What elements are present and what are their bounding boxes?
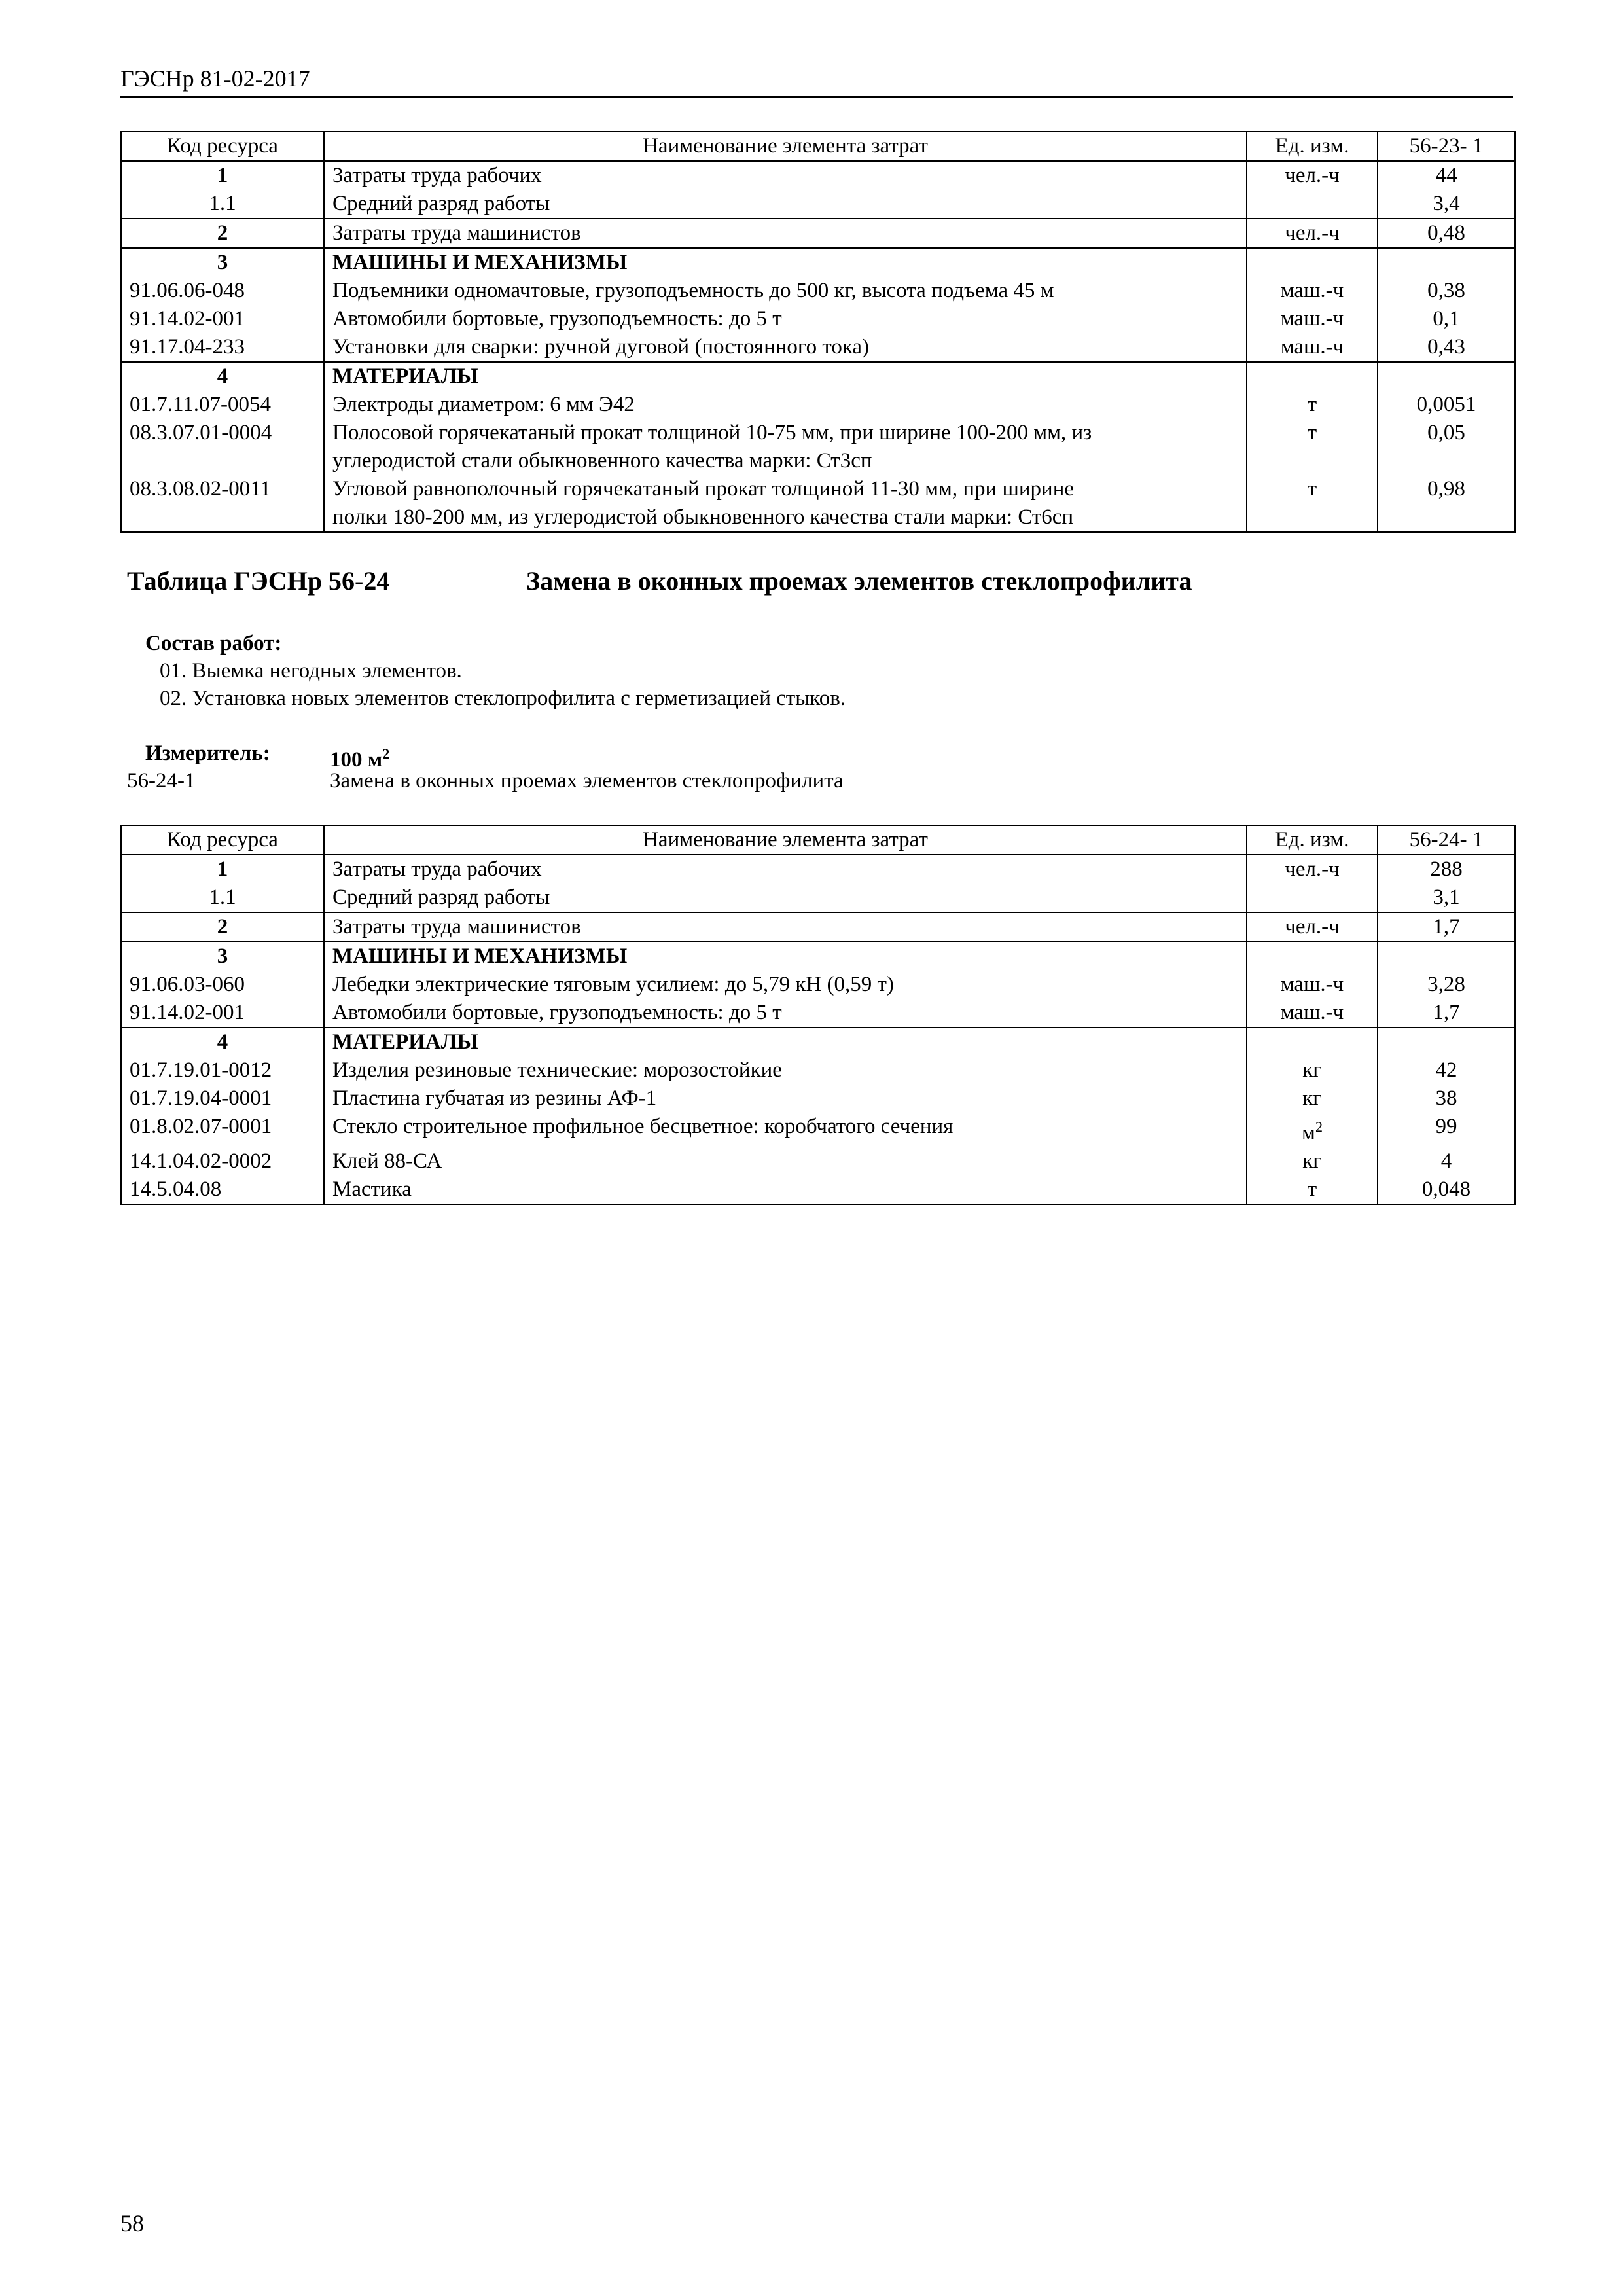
resource-unit: т [1247, 391, 1378, 419]
resource-unit [1247, 248, 1378, 277]
table-row [121, 1147, 1515, 1175]
table-row [121, 971, 1515, 999]
table-row [121, 999, 1515, 1028]
table-row [121, 305, 1515, 333]
resource-value: 0,05 [1378, 419, 1515, 447]
table-row [121, 333, 1515, 362]
resource-code: 1 [121, 161, 324, 190]
table-row [121, 161, 1515, 190]
resource-unit: кг [1247, 1147, 1378, 1175]
resource-value: 3,4 [1378, 190, 1515, 219]
resource-name: Клей 88-СА [324, 1147, 1247, 1175]
resource-code: 01.7.19.04-0001 [121, 1085, 324, 1113]
column-header-code: Код ресурса [121, 132, 324, 161]
resource-unit: маш.-ч [1247, 999, 1378, 1028]
table-row [121, 1085, 1515, 1113]
resource-value: 4 [1378, 1147, 1515, 1175]
column-header-norm: 56-24- 1 [1378, 825, 1515, 855]
column-header-norm: 56-23- 1 [1378, 132, 1515, 161]
resource-unit: кг [1247, 1085, 1378, 1113]
resource-value: 3,28 [1378, 971, 1515, 999]
resource-code: 91.14.02-001 [121, 999, 324, 1028]
resource-name: Полосовой горячекатаный прокат толщиной 10-75 мм, при ширине 100-200 мм, из [324, 419, 1247, 447]
page-header [120, 63, 1513, 98]
resource-unit [1247, 942, 1378, 971]
resource-name: Подъемники одномачтовые, грузоподъемность до 500 кг, высота подъема 45 м [324, 277, 1247, 305]
resource-code [121, 503, 324, 532]
resource-code: 4 [121, 1028, 324, 1056]
resource-unit: т [1247, 419, 1378, 447]
resource-value [1378, 248, 1515, 277]
resource-table-56-24 [120, 825, 1516, 1205]
resource-name: Автомобили бортовые, грузоподъемность: до 5 т [324, 999, 1247, 1028]
unit-sup: 2 [1315, 1119, 1323, 1135]
resource-code: 1.1 [121, 884, 324, 912]
resource-value: 0,38 [1378, 277, 1515, 305]
norm-code: 56-24-1 [127, 769, 196, 793]
group-title: МАТЕРИАЛЫ [324, 362, 1247, 391]
resource-code: 01.8.02.07-0001 [121, 1113, 324, 1147]
resource-code: 91.17.04-233 [121, 333, 324, 362]
work-item: 01. Выемка негодных элементов. [160, 659, 462, 683]
resource-code: 08.3.08.02-0011 [121, 475, 324, 503]
column-header-name: Наименование элемента затрат [324, 132, 1247, 161]
work-composition-heading: Состав работ: [145, 632, 282, 655]
table-group-row [121, 942, 1515, 971]
resource-name: Мастика [324, 1175, 1247, 1204]
resource-code: 01.7.19.01-0012 [121, 1056, 324, 1085]
table-row [121, 912, 1515, 942]
resource-value: 38 [1378, 1085, 1515, 1113]
table-group-row [121, 248, 1515, 277]
table-name: Замена в оконных проемах элементов стеклопрофилита [526, 566, 1192, 596]
resource-unit: чел.-ч [1247, 912, 1378, 942]
resource-name: полки 180-200 мм, из углеродистой обыкновенного качества стали марки: Ст6сп [324, 503, 1247, 532]
resource-value: 0,0051 [1378, 391, 1515, 419]
table-title [127, 564, 1192, 598]
document-code: ГЭСНр 81-02-2017 [120, 65, 310, 92]
table-row [121, 1056, 1515, 1085]
column-header-unit: Ед. изм. [1247, 825, 1378, 855]
resource-unit [1247, 1028, 1378, 1056]
resource-code: 08.3.07.01-0004 [121, 419, 324, 447]
resource-value [1378, 362, 1515, 391]
resource-unit: кг [1247, 1056, 1378, 1085]
resource-unit [1247, 503, 1378, 532]
table-header-row [121, 825, 1515, 855]
resource-unit: т [1247, 475, 1378, 503]
resource-unit: чел.-ч [1247, 855, 1378, 884]
resource-value: 99 [1378, 1113, 1515, 1147]
group-title: МАШИНЫ И МЕХАНИЗМЫ [324, 942, 1247, 971]
table-row [121, 391, 1515, 419]
resource-code: 14.1.04.02-0002 [121, 1147, 324, 1175]
resource-unit: чел.-ч [1247, 219, 1378, 248]
resource-unit: маш.-ч [1247, 333, 1378, 362]
group-title: МАТЕРИАЛЫ [324, 1028, 1247, 1056]
table-row [121, 419, 1515, 447]
resource-code [121, 447, 324, 475]
resource-code: 2 [121, 219, 324, 248]
measure-value-text: 100 м [330, 748, 383, 772]
table-label: Таблица ГЭСНр 56-24 [127, 566, 390, 596]
resource-value: 3,1 [1378, 884, 1515, 912]
resource-code: 1 [121, 855, 324, 884]
table-row-continuation [121, 503, 1515, 532]
table-row [121, 884, 1515, 912]
resource-unit [1247, 362, 1378, 391]
column-header-code: Код ресурса [121, 825, 324, 855]
resource-unit: маш.-ч [1247, 277, 1378, 305]
resource-unit [1247, 884, 1378, 912]
resource-unit: т [1247, 1175, 1378, 1204]
resource-code: 14.5.04.08 [121, 1175, 324, 1204]
resource-value: 1,7 [1378, 999, 1515, 1028]
resource-value: 44 [1378, 161, 1515, 190]
table-group-row [121, 362, 1515, 391]
resource-value: 0,98 [1378, 475, 1515, 503]
resource-value: 0,48 [1378, 219, 1515, 248]
resource-name: Затраты труда рабочих [324, 161, 1247, 190]
resource-value [1378, 503, 1515, 532]
measure-value-sup: 2 [382, 745, 390, 762]
table-row [121, 190, 1515, 219]
table-group-row [121, 1028, 1515, 1056]
resource-name: Автомобили бортовые, грузоподъемность: до 5 т [324, 305, 1247, 333]
resource-unit [1247, 190, 1378, 219]
table-row [121, 277, 1515, 305]
resource-name: Лебедки электрические тяговым усилием: до 5,79 кН (0,59 т) [324, 971, 1247, 999]
group-title: МАШИНЫ И МЕХАНИЗМЫ [324, 248, 1247, 277]
resource-name: Средний разряд работы [324, 190, 1247, 219]
resource-unit: маш.-ч [1247, 971, 1378, 999]
resource-code: 4 [121, 362, 324, 391]
resource-name: Угловой равнополочный горячекатаный прокат толщиной 11-30 мм, при ширине [324, 475, 1247, 503]
resource-unit: чел.-ч [1247, 161, 1378, 190]
resource-name: Затраты труда машинистов [324, 912, 1247, 942]
resource-name: Стекло строительное профильное бесцветное: коробчатого сечения [324, 1113, 1247, 1147]
resource-code: 3 [121, 248, 324, 277]
resource-value: 0,1 [1378, 305, 1515, 333]
column-header-name: Наименование элемента затрат [324, 825, 1247, 855]
resource-code: 3 [121, 942, 324, 971]
resource-name: Изделия резиновые технические: морозостойкие [324, 1056, 1247, 1085]
resource-code: 91.06.03-060 [121, 971, 324, 999]
resource-name: Средний разряд работы [324, 884, 1247, 912]
table-row [121, 219, 1515, 248]
resource-name: Установки для сварки: ручной дуговой (постоянного тока) [324, 333, 1247, 362]
resource-unit [1247, 447, 1378, 475]
resource-name: Электроды диаметром: 6 мм Э42 [324, 391, 1247, 419]
page-number: 58 [120, 2210, 144, 2236]
work-item: 02. Установка новых элементов стеклопрофилита с герметизацией стыков. [160, 687, 846, 710]
resource-value: 0,048 [1378, 1175, 1515, 1204]
resource-table-56-23 [120, 131, 1516, 533]
resource-value: 288 [1378, 855, 1515, 884]
resource-name: углеродистой стали обыкновенного качества марки: Ст3сп [324, 447, 1247, 475]
resource-value [1378, 447, 1515, 475]
resource-code: 91.14.02-001 [121, 305, 324, 333]
resource-name: Пластина губчатая из резины АФ-1 [324, 1085, 1247, 1113]
resource-value [1378, 1028, 1515, 1056]
resource-value: 1,7 [1378, 912, 1515, 942]
resource-value [1378, 942, 1515, 971]
unit-text: м [1302, 1121, 1315, 1145]
norm-name: Замена в оконных проемах элементов стеклопрофилита [330, 769, 844, 793]
table-header-row [121, 132, 1515, 161]
table-row [121, 1113, 1515, 1147]
resource-code: 1.1 [121, 190, 324, 219]
table-row-continuation [121, 447, 1515, 475]
resource-code: 91.06.06-048 [121, 277, 324, 305]
resource-code: 01.7.11.07-0054 [121, 391, 324, 419]
table-row [121, 1175, 1515, 1204]
table-row [121, 475, 1515, 503]
resource-value: 42 [1378, 1056, 1515, 1085]
resource-name: Затраты труда машинистов [324, 219, 1247, 248]
table-row [121, 855, 1515, 884]
column-header-unit: Ед. изм. [1247, 132, 1378, 161]
resource-name: Затраты труда рабочих [324, 855, 1247, 884]
resource-code: 2 [121, 912, 324, 942]
resource-unit: маш.-ч [1247, 305, 1378, 333]
resource-unit [1247, 1113, 1378, 1147]
resource-value: 0,43 [1378, 333, 1515, 362]
measure-label: Измеритель: [145, 742, 270, 765]
